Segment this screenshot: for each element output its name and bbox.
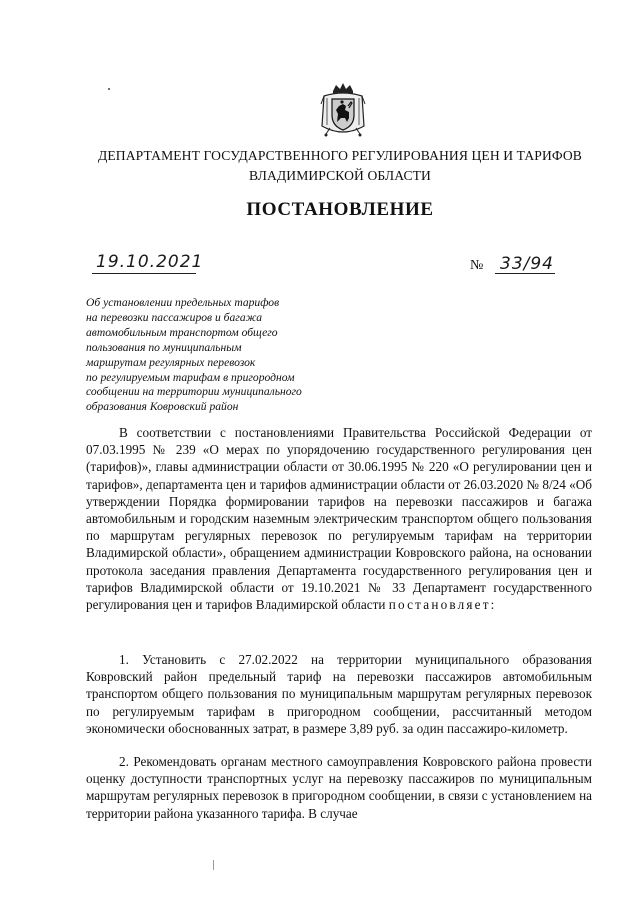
number-underline [495,273,555,274]
subject-line: по регулируемым тарифам в пригородном [86,370,295,384]
document-date: 19.10.2021 [96,252,204,272]
item-1-paragraph: 1. Установить с 27.02.2022 на территории муниципального образования Ковровский район предельный тариф на перевозки пассажиров автомобильным транспортом общего пользования по муниципальным маршрутам регулярных перевозок по регулируемым тарифам в пригородном сообщении, рассчитанный методом экономически обоснованных затрат, в размере 3,89 руб. за один пассажиро-километр. [86,652,592,736]
department-name-line2: ВЛАДИМИРСКОЙ ОБЛАСТИ [249,168,431,183]
department-name-line1: ДЕПАРТАМЕНТ ГОСУДАРСТВЕННОГО РЕГУЛИРОВАНИЯ ЦЕН И ТАРИФОВ [98,148,582,163]
subject-line: пользования по муниципальным [86,340,242,354]
subject-line: маршрутам регулярных перевозок [86,355,256,369]
scan-speck [108,88,110,90]
item-2-paragraph: 2. Рекомендовать органам местного самоуправления Ковровского района провести оценку доступности транспортных услуг на перевозку пассажиров по муниципальным маршрутам регулярных перевозок в пригородном сообщении, в связи с установлением на территории района указанного тарифа. В случае [86,754,592,821]
subject-line: образования Ковровский район [86,400,239,414]
date-underline [92,273,196,274]
scan-mark [213,860,214,870]
document-number: 33/94 [500,254,554,274]
subject-line: автомобильным транспортом общего [86,325,278,339]
resolves-keyword: постановляет: [388,597,497,613]
preamble-text: В соответствии с постановлениями Правительства Российской Федерации от 07.03.1995 № 239 «О мерах по упорядочению государственного регулирования цен (тарифов)», главы администрации области от 30.06.1995 № 220 «О регулировании цен и тарифов», департамента цен и тарифов администрации области от 26.03.2020 № 8/24 «Об утверждении Порядка формировании тарифов на перевозки пассажиров и багажа автомобильным и городским наземным электрическим транспортом общего пользования по маршрутам регулярных перевозок по регулируемым тарифам на территории Владимирской области», обращением администрации Ковровского района, на основании протокола заседания правления Департамента государственного регулирования цен и тарифов Владимирской области от 19.10.2021 № 33 Департамент государственного регулирования цен и тарифов Владимирской области [86,425,592,613]
subject-line: сообщении на территории муниципального [86,385,302,399]
preamble-paragraph [86,424,592,613]
document-subject [86,296,326,415]
subject-line: на перевозки пассажиров и багажа [86,310,263,324]
coat-of-arms-icon [318,82,368,138]
number-label: № [470,258,484,273]
document-type-title: ПОСТАНОВЛЕНИЕ [246,199,434,220]
subject-line: Об установлении предельных тарифов [86,296,280,309]
